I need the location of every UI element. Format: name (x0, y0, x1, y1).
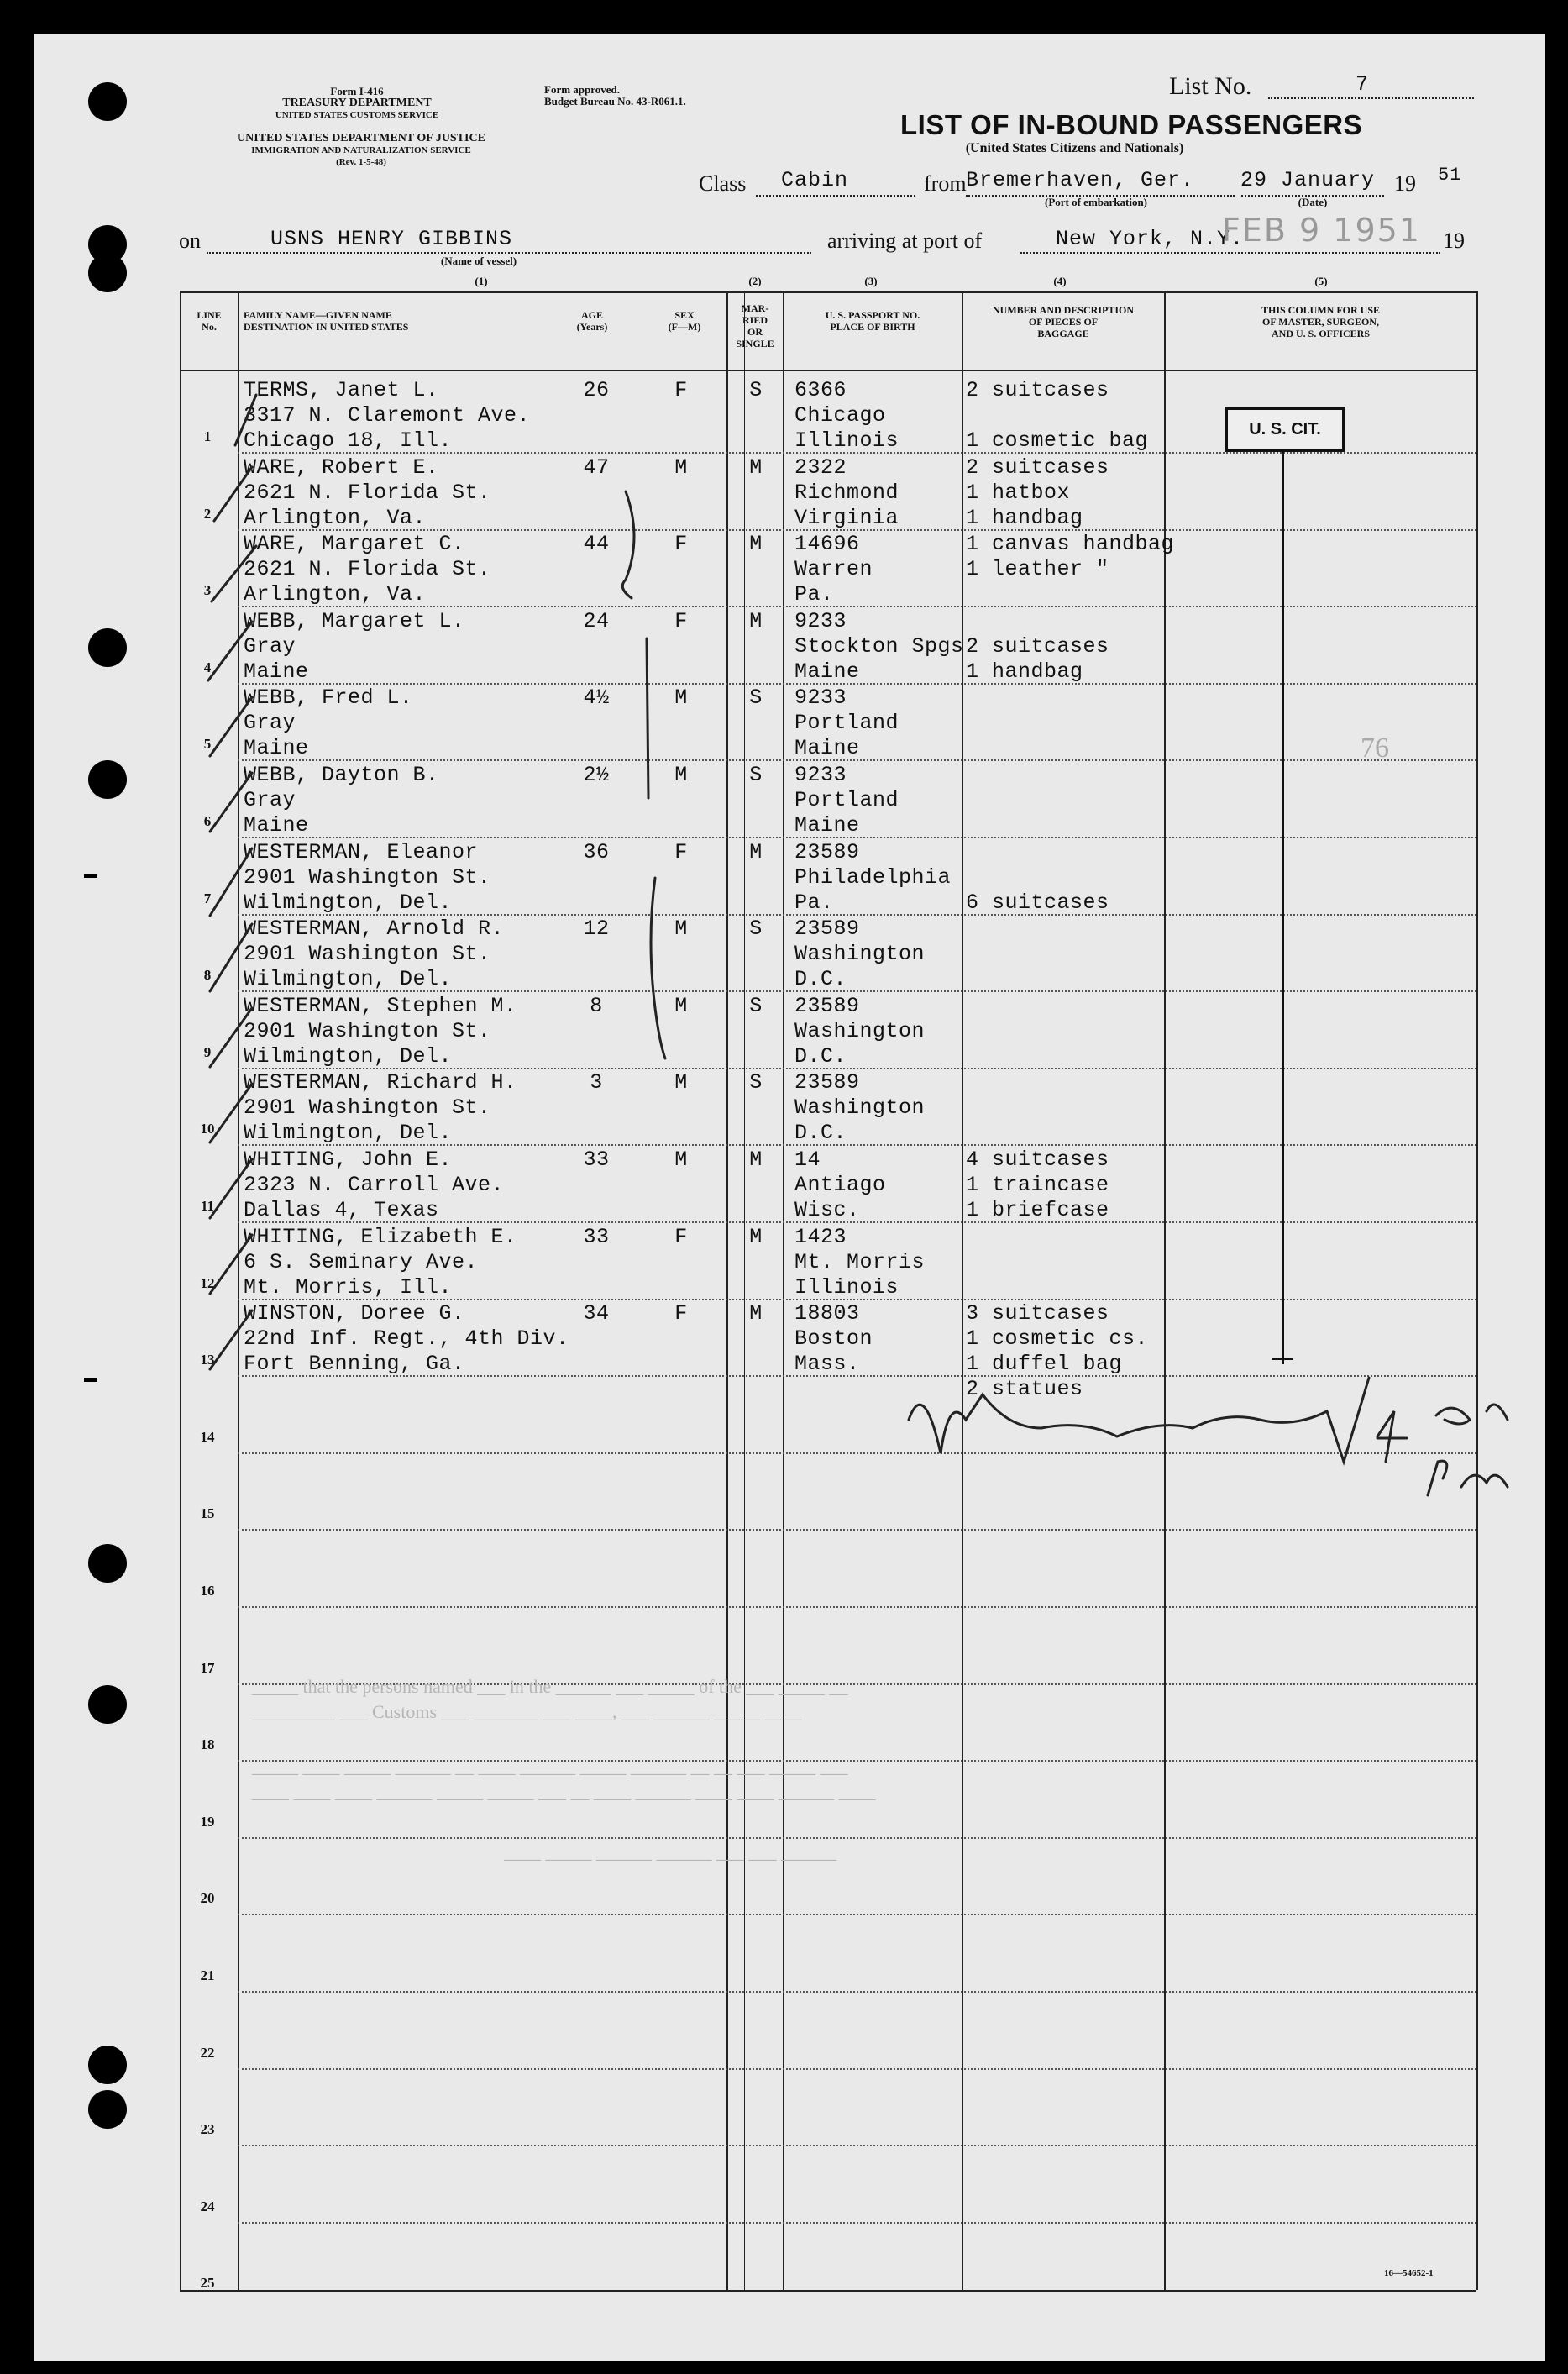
line-number: 24 (200, 2198, 215, 2214)
signature-time (1428, 1461, 1508, 1495)
baggage-line: 1 traincase (966, 1173, 1109, 1197)
baggage-line: 2 suitcases (966, 378, 1109, 402)
destination-line: 2901 Washington St. (244, 1095, 491, 1121)
passport-number: 9233 (794, 685, 847, 711)
baggage-line: 2 statues (966, 1377, 1083, 1402)
passenger-age: 24 (583, 608, 610, 633)
birthplace-line: D.C. (794, 1043, 847, 1069)
embark-date: 29 January (1240, 168, 1376, 192)
col-header-age: AGE (Years) (576, 309, 608, 333)
passenger-marital-status: S (749, 917, 763, 942)
destination-line: 6 S. Seminary Ave. (244, 1249, 479, 1274)
baggage-line: 1 hatbox (966, 480, 1071, 505)
year-suffix: 51 (1438, 165, 1462, 186)
passenger-name: WEBB, Margaret L. (244, 608, 465, 633)
col-header-officers: THIS COLUMN FOR USE OF MASTER, SURGEON, AND U. S. OFFICERS (1261, 304, 1381, 339)
col-num-3: (3) (864, 275, 878, 287)
passenger-marital-status: S (749, 1070, 763, 1095)
destination-line: Gray (244, 711, 296, 736)
signature-time (1377, 1411, 1407, 1462)
form-code: 16—54652-1 (1384, 2268, 1434, 2278)
destination-line: Maine (244, 659, 309, 684)
line-number: 14 (200, 1428, 215, 1445)
passenger-sex: F (674, 839, 688, 864)
line-number: 4 (203, 659, 212, 675)
year-prefix: 19 (1394, 171, 1416, 196)
birthplace-line: Warren (794, 557, 873, 582)
baggage-line: 1 cosmetic bag (966, 428, 1149, 453)
check-mark (210, 697, 252, 756)
line-number: 9 (203, 1043, 212, 1060)
col-num-1: (1) (475, 275, 488, 287)
bracket-mark (647, 638, 648, 798)
birthplace-line: D.C. (794, 1121, 847, 1146)
passenger-name: WHITING, Elizabeth E. (244, 1224, 517, 1249)
passenger-age: 36 (583, 839, 610, 864)
birthplace-line: Illinois (794, 428, 899, 453)
passenger-sex: F (674, 608, 688, 633)
passenger-age: 8 (590, 993, 603, 1018)
passenger-sex: M (674, 993, 688, 1018)
passenger-marital-status: M (749, 608, 763, 633)
signature-time (1436, 1405, 1508, 1424)
passenger-sex: M (674, 685, 688, 711)
baggage-line: 2 suitcases (966, 633, 1109, 659)
check-mark (212, 546, 256, 601)
line-number: 17 (200, 1659, 215, 1676)
birthplace-line: Antiago (794, 1173, 886, 1197)
budget-bureau: Budget Bureau No. 43-R061.1. (544, 95, 686, 108)
birthplace-line: Philadelphia (794, 864, 952, 890)
form-number: Form I-416 (330, 85, 384, 97)
line-number: 15 (200, 1505, 215, 1522)
port-of-embarkation: Bremerhaven, Ger. (966, 168, 1195, 192)
passenger-sex: F (674, 1224, 688, 1249)
class-label: Class (699, 171, 747, 196)
passenger-name: WARE, Robert E. (244, 454, 439, 480)
form-approved: Form approved. (544, 83, 621, 96)
passenger-marital-status: M (749, 1301, 763, 1326)
class-value: Cabin (781, 168, 849, 192)
destination-line: Arlington, Va. (244, 505, 427, 530)
baggage-line: 3 suitcases (966, 1301, 1109, 1326)
birthplace-line: Boston (794, 1326, 873, 1352)
passenger-marital-status: S (749, 685, 763, 711)
passenger-age: 12 (583, 917, 610, 942)
line-number: 23 (200, 2121, 215, 2138)
passenger-marital-status: M (749, 532, 763, 557)
destination-line: 2621 N. Florida St. (244, 480, 491, 505)
arrival-port: New York, N.Y. (1056, 227, 1245, 251)
destination-line: Gray (244, 788, 296, 812)
passport-number: 2322 (794, 454, 847, 480)
passenger-name: WARE, Margaret C. (244, 532, 465, 557)
passenger-name: WHITING, John E. (244, 1148, 453, 1172)
passenger-marital-status: M (749, 454, 763, 480)
line-number: 3 (203, 582, 212, 599)
line-number: 6 (203, 813, 212, 829)
baggage-line: 4 suitcases (966, 1148, 1109, 1172)
col-header-married: MAR- RIED OR SINGLE (736, 302, 774, 349)
col-num-2: (2) (748, 275, 762, 287)
ins-service: IMMIGRATION AND NATURALIZATION SERVICE (251, 145, 471, 155)
passport-number: 18803 (794, 1301, 860, 1326)
passenger-age: 3 (590, 1070, 603, 1095)
birthplace-line: Portland (794, 711, 899, 736)
destination-line: Gray (244, 633, 296, 659)
birthplace-line: Washington (794, 1018, 926, 1043)
destination-line: 2901 Washington St. (244, 864, 491, 890)
revision: (Rev. 1-5-48) (336, 157, 386, 167)
destination-line: Wilmington, Del. (244, 890, 453, 915)
passenger-sex: F (674, 532, 688, 557)
passenger-sex: F (674, 378, 688, 402)
passenger-name: WINSTON, Doree G. (244, 1301, 465, 1326)
line-number: 11 (200, 1198, 215, 1214)
destination-line: Maine (244, 736, 309, 761)
check-mark (210, 773, 252, 832)
passport-number: 9233 (794, 763, 847, 787)
destination-line: Wilmington, Del. (244, 1043, 453, 1069)
baggage-line: 6 suitcases (966, 890, 1109, 915)
destination-line: 2901 Washington St. (244, 1018, 491, 1043)
destination-line: 3317 N. Claremont Ave. (244, 403, 531, 428)
check-mark (210, 1310, 252, 1369)
passport-number: 23589 (794, 993, 860, 1018)
line-number: 2 (203, 505, 212, 522)
destination-line: Mt. Morris, Ill. (244, 1274, 453, 1300)
line-number: 25 (200, 2275, 215, 2292)
us-citizen-stamp: U. S. CIT. (1225, 407, 1345, 452)
line-number: 16 (200, 1583, 215, 1599)
passenger-age: 34 (583, 1301, 610, 1326)
passenger-name: WESTERMAN, Richard H. (244, 1070, 517, 1095)
arrival-date-stamp: FEB 9 1951 (1222, 212, 1421, 249)
passenger-sex: M (674, 1148, 688, 1172)
bracket-mark (651, 878, 665, 1058)
passport-number: 23589 (794, 1070, 860, 1095)
vessel-caption: (Name of vessel) (440, 255, 517, 267)
passenger-sex: M (674, 1070, 688, 1095)
birthplace-line: Maine (794, 813, 860, 838)
passenger-age: 44 (583, 532, 610, 557)
passport-number: 1423 (794, 1224, 847, 1249)
col-header-line: LINE No. (197, 309, 222, 333)
destination-line: Wilmington, Del. (244, 1121, 453, 1146)
passenger-sex: M (674, 454, 688, 480)
passenger-name: WESTERMAN, Arnold R. (244, 917, 505, 942)
page-title: LIST OF IN-BOUND PASSENGERS (900, 109, 1363, 140)
col-num-5: (5) (1314, 275, 1328, 287)
passenger-age: 47 (583, 454, 610, 480)
line-number: 5 (203, 736, 212, 753)
birthplace-line: Portland (794, 788, 899, 812)
passport-number: 14696 (794, 532, 860, 557)
check-mark (235, 395, 256, 445)
passenger-age: 26 (583, 378, 610, 402)
baggage-line: 1 handbag (966, 659, 1083, 684)
destination-line: Chicago 18, Ill. (244, 428, 453, 453)
col-header-passport: U. S. PASSPORT NO. PLACE OF BIRTH (825, 309, 920, 333)
destination-line: Maine (244, 813, 309, 838)
passenger-name: WEBB, Dayton B. (244, 763, 439, 787)
passenger-age: 2½ (583, 763, 610, 787)
page-subtitle: (United States Citizens and Nationals) (965, 141, 1184, 155)
col-header-baggage: NUMBER AND DESCRIPTION OF PIECES OF BAGGAGE (992, 304, 1135, 339)
birthplace-line: Maine (794, 736, 860, 761)
signature (909, 1378, 1369, 1462)
birthplace-line: Washington (794, 1095, 926, 1121)
birthplace-line: Virginia (794, 505, 899, 530)
destination-line: Arlington, Va. (244, 582, 427, 607)
baggage-line: 1 briefcase (966, 1198, 1109, 1222)
check-mark (210, 1008, 252, 1067)
check-mark (210, 1084, 252, 1142)
customs-service: UNITED STATES CUSTOMS SERVICE (275, 110, 439, 120)
date-caption: (Date) (1298, 196, 1328, 208)
arrival-year-prefix: 19 (1443, 228, 1465, 253)
list-number: 7 (1356, 72, 1370, 97)
line-number: 8 (203, 967, 212, 984)
birthplace-line: Wisc. (794, 1198, 860, 1222)
birthplace-line: Washington (794, 942, 926, 967)
passenger-name: WESTERMAN, Stephen M. (244, 993, 517, 1018)
col-header-name: FAMILY NAME—GIVEN NAME DESTINATION IN UNITED STATES (244, 309, 409, 333)
destination-line: 2901 Washington St. (244, 942, 491, 967)
destination-line: Wilmington, Del. (244, 967, 453, 992)
from-label: from (924, 171, 967, 196)
baggage-line: 2 suitcases (966, 454, 1109, 480)
line-number: 18 (200, 1736, 215, 1753)
passenger-sex: M (674, 917, 688, 942)
bracket-mark (622, 491, 634, 598)
col-num-4: (4) (1053, 275, 1067, 287)
birthplace-line: Mt. Morris (794, 1249, 926, 1274)
baggage-line: 1 canvas handbag (966, 532, 1175, 557)
line-number: 7 (203, 890, 212, 906)
line-number: 22 (200, 2044, 215, 2061)
passenger-name: TERMS, Janet L. (244, 378, 439, 402)
passenger-age: 4½ (583, 685, 610, 711)
passport-number: 6366 (794, 378, 847, 402)
vessel-name: USNS HENRY GIBBINS (270, 227, 513, 251)
passenger-marital-status: M (749, 839, 763, 864)
passenger-marital-status: S (749, 763, 763, 787)
line-number: 10 (200, 1121, 215, 1137)
birthplace-line: Maine (794, 659, 860, 684)
birthplace-line: Mass. (794, 1352, 860, 1377)
birthplace-line: Illinois (794, 1274, 899, 1300)
line-number: 19 (200, 1813, 215, 1830)
baggage-line: 1 cosmetic cs. (966, 1326, 1149, 1352)
justice-dept: UNITED STATES DEPARTMENT OF JUSTICE (237, 132, 485, 144)
passport-number: 23589 (794, 839, 860, 864)
list-label: List No. (1169, 72, 1252, 100)
arriving-label: arriving at port of (827, 228, 983, 253)
passenger-age: 33 (583, 1148, 610, 1172)
birthplace-line: D.C. (794, 967, 847, 992)
birthplace-line: Richmond (794, 480, 899, 505)
check-mark (210, 1159, 252, 1218)
birthplace-line: Pa. (794, 890, 834, 915)
passenger-sex: M (674, 763, 688, 787)
port-caption: (Port of embarkation) (1044, 196, 1148, 208)
birthplace-line: Stockton Spgs (794, 633, 964, 659)
destination-line: 22nd Inf. Regt., 4th Div. (244, 1326, 569, 1352)
check-mark (210, 1235, 252, 1294)
line-number: 12 (200, 1274, 215, 1291)
baggage-line: 1 duffel bag (966, 1352, 1123, 1377)
passenger-marital-status: S (749, 378, 763, 402)
passport-number: 9233 (794, 608, 847, 633)
line-number: 13 (200, 1352, 215, 1368)
col-header-sex: SEX (F—M) (668, 309, 701, 333)
check-mark (210, 848, 252, 916)
passenger-age: 33 (583, 1224, 610, 1249)
baggage-line: 1 leather " (966, 557, 1109, 582)
treasury-dept: TREASURY DEPARTMENT (282, 97, 432, 109)
check-mark (210, 924, 252, 991)
passenger-sex: F (674, 1301, 688, 1326)
on-label: on (179, 228, 201, 253)
passport-number: 23589 (794, 917, 860, 942)
passenger-name: WESTERMAN, Eleanor (244, 839, 479, 864)
destination-line: Dallas 4, Texas (244, 1198, 439, 1222)
destination-line: 2621 N. Florida St. (244, 557, 491, 582)
passenger-name: WEBB, Fred L. (244, 685, 413, 711)
check-mark (214, 467, 252, 521)
destination-line: 2323 N. Carroll Ave. (244, 1173, 505, 1197)
birthplace-line: Pa. (794, 582, 834, 607)
baggage-line: 1 handbag (966, 505, 1083, 530)
line-number: 21 (200, 1967, 215, 1983)
passenger-marital-status: S (749, 993, 763, 1018)
birthplace-line: Chicago (794, 403, 886, 428)
line-number: 1 (203, 428, 212, 444)
passenger-marital-status: M (749, 1224, 763, 1249)
destination-line: Fort Benning, Ga. (244, 1352, 465, 1377)
check-mark (208, 622, 252, 680)
passenger-marital-status: M (749, 1148, 763, 1172)
pencil-annotation: 76 (1361, 733, 1389, 764)
passport-number: 14 (794, 1148, 821, 1172)
line-number: 20 (200, 1890, 215, 1907)
